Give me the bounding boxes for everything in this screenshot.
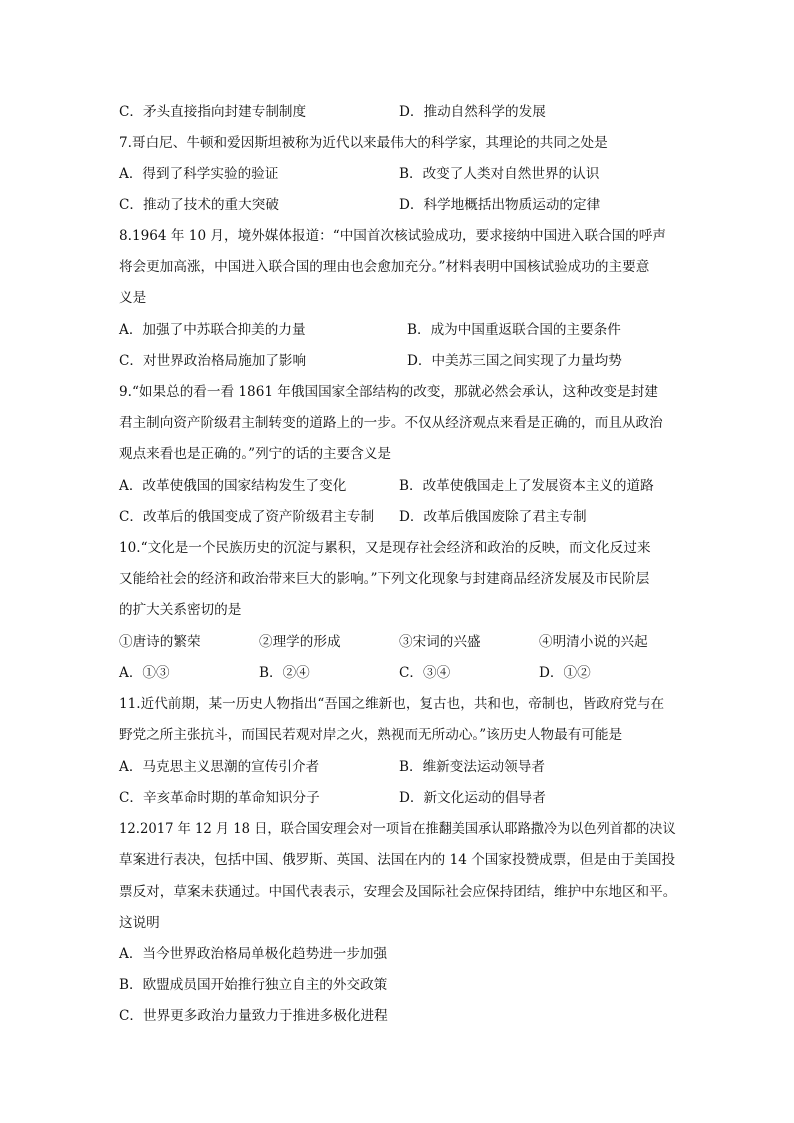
q10-stem-line: 10.“文化是一个民族历史的沉淀与累积，又是现存社会经济和政治的反映，而文化反过来 — [119, 540, 651, 556]
q11-stem-line: 野党之所主张抗斗，而国民若观对岸之火，熟视而无所动心。”该历史人物最有可能是 — [119, 727, 623, 743]
q7-option-a: A．得到了科学实验的验证 — [119, 166, 279, 182]
q10-option-a: A．①③ — [119, 665, 170, 681]
q11-option-b: B．维新变法运动领导者 — [399, 759, 545, 775]
q7-option-b: B．改变了人类对自然世界的认识 — [399, 166, 600, 182]
q9-option-a: A．改革使俄国的国家结构发生了变化 — [119, 478, 347, 494]
q12-stem-line: 12.2017 年 12 月 18 日，联合国安理会对一项旨在推翻美国承认耶路撒冷为以色列首都的决议 — [119, 821, 676, 837]
q6-option-d: D．推动自然科学的发展 — [399, 104, 546, 120]
q10-option-c: C．③④ — [399, 665, 451, 681]
q8-stem-line: 义是 — [119, 290, 147, 306]
q11-option-a: A．马克思主义思潮的宣传引介者 — [119, 759, 320, 775]
q9-stem-line: 君主制向资产阶级君主制转变的道路上的一步。不仅从经济观点来看是正确的，而且从政治 — [119, 415, 663, 431]
q9-option-d: D．改革后俄国废除了君主专制 — [399, 509, 587, 525]
q10-option-d: D．①② — [539, 665, 591, 681]
q11-stem-line: 11.近代前期，某一历史人物指出“吾国之维新也，复古也，共和也，帝制也，皆政府党与在 — [119, 696, 665, 712]
q6-option-c: C．矛头直接指向封建专制制度 — [119, 104, 307, 120]
q12-option-b: B．欧盟成员国开始推行独立自主的外交政策 — [119, 977, 388, 993]
q7-option-c: C．推动了技术的重大突破 — [119, 197, 279, 213]
q10-stem-line: 的扩大关系密切的是 — [119, 602, 242, 618]
q7-stem: 7.哥白尼、牛顿和爱因斯坦被称为近代以来最伟大的科学家，其理论的共同之处是 — [119, 135, 608, 151]
q10-item: ①唐诗的繁荣 — [119, 634, 201, 650]
q10-option-b: B．②④ — [259, 665, 310, 681]
q12-option-a: A．当今世界政治格局单极化趋势进一步加强 — [119, 946, 388, 962]
q9-stem-line: 观点来看也是正确的。”列宁的话的主要含义是 — [119, 446, 392, 462]
q8-option-d: D．中美苏三国之间实现了力量均势 — [407, 353, 622, 369]
q12-stem-line: 草案进行表决，包括中国、俄罗斯、英国、法国在内的 14 个国家投赞成票，但是由于美国投 — [119, 852, 676, 868]
q8-stem-line: 将会更加高涨，中国进入联合国的理由也会愈加充分。”材料表明中国核试验成功的主要意 — [119, 259, 650, 275]
q12-option-c: C．世界更多政治力量致力于推进多极化进程 — [119, 1008, 388, 1024]
q9-option-c: C．改革后的俄国变成了资产阶级君主专制 — [119, 509, 375, 525]
q8-stem-line: 8.1964 年 10 月，境外媒体报道：“中国首次核试验成功，要求接纳中国进入联合国的呼声 — [119, 228, 666, 244]
q7-option-d: D．科学地概括出物质运动的定律 — [399, 197, 601, 213]
q10-item: ③宋词的兴盛 — [399, 634, 481, 650]
q12-stem-line: 这说明 — [119, 915, 160, 931]
q9-stem-line: 9.“如果总的看一看 1861 年俄国国家全部结构的改变，那就必然会承认，这种改变是封建 — [119, 384, 658, 400]
q10-stem-line: 又能给社会的经济和政治带来巨大的影响。”下列文化现象与封建商品经济发展及市民阶层 — [119, 571, 650, 587]
q11-option-c: C．辛亥革命时期的革命知识分子 — [119, 790, 320, 806]
q10-item: ④明清小说的兴起 — [539, 634, 648, 650]
q10-item: ②理学的形成 — [259, 634, 341, 650]
q8-option-b: B．成为中国重返联合国的主要条件 — [407, 322, 621, 338]
q8-option-a: A．加强了中苏联合抑美的力量 — [119, 322, 306, 338]
q12-stem-line: 票反对，草案未获通过。中国代表表示，安理会及国际社会应保持团结，维护中东地区和平。 — [119, 884, 677, 900]
q9-option-b: B．改革使俄国走上了发展资本主义的道路 — [399, 478, 654, 494]
q11-option-d: D．新文化运动的倡导者 — [399, 790, 546, 806]
q8-option-c: C．对世界政治格局施加了影响 — [119, 353, 307, 369]
